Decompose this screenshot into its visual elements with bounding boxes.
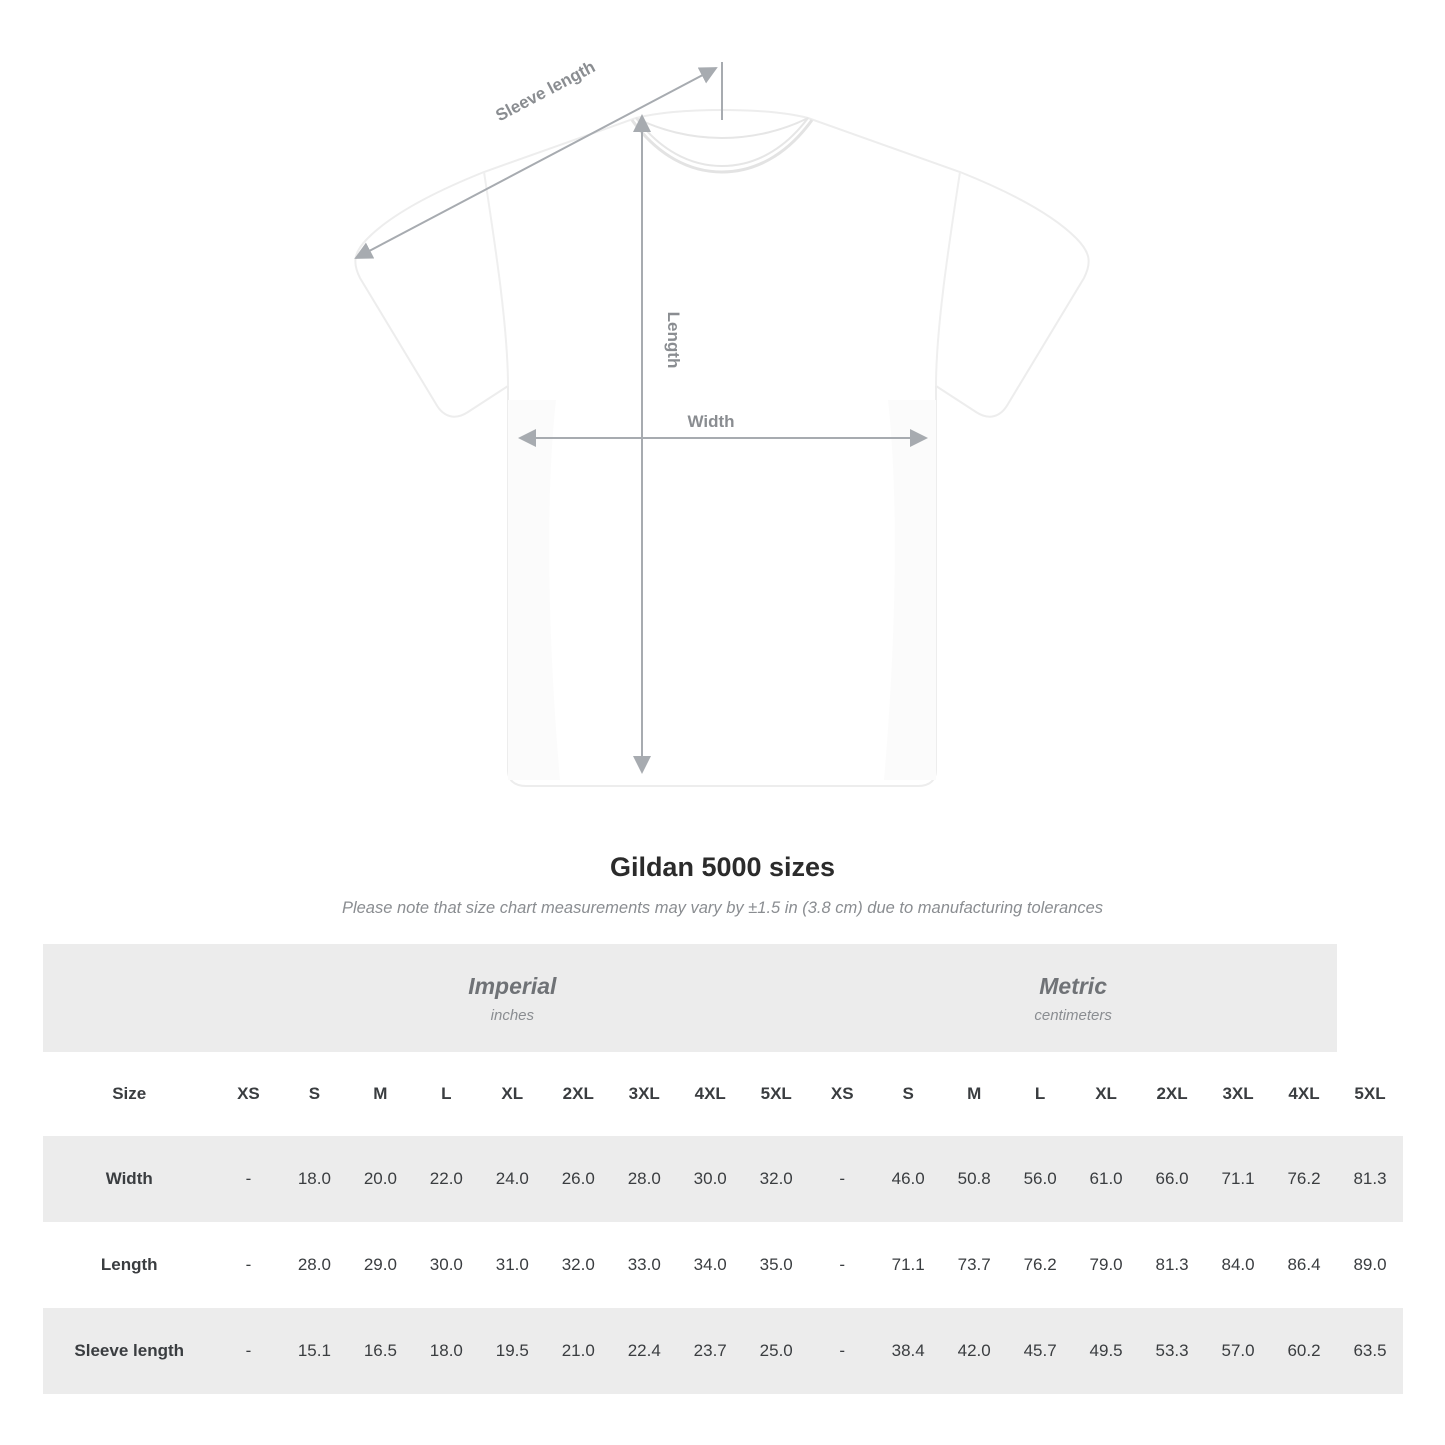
header-col-l-met: L [1007,1052,1073,1136]
row-label-sleeve-length: Sleeve length [43,1308,215,1394]
cell-sleeve-imp-2xl: 21.0 [545,1308,611,1394]
header-col-3xl-met: 3XL [1205,1052,1271,1136]
unit-spacer [43,944,215,1052]
size-table-container [43,944,1403,1394]
cell-sleeve-imp-5xl: 25.0 [743,1308,809,1394]
cell-length-imp-s: 28.0 [281,1222,347,1308]
header-col-xl-met: XL [1073,1052,1139,1136]
cell-width-imp-3xl: 28.0 [611,1136,677,1222]
header-col-l-imp: L [413,1052,479,1136]
cell-width-imp-5xl: 32.0 [743,1136,809,1222]
cell-length-met-s: 71.1 [875,1222,941,1308]
header-col-5xl-met: 5XL [1337,1052,1403,1136]
table-row [43,1136,1403,1222]
cell-sleeve-met-l: 45.7 [1007,1308,1073,1394]
cell-width-met-l: 56.0 [1007,1136,1073,1222]
cell-width-met-3xl: 71.1 [1205,1136,1271,1222]
cell-length-met-2xl: 81.3 [1139,1222,1205,1308]
header-size: Size [43,1052,215,1136]
header-col-2xl-met: 2XL [1139,1052,1205,1136]
header-col-xs-met: XS [809,1052,875,1136]
cell-length-imp-l: 30.0 [413,1222,479,1308]
cell-width-imp-4xl: 30.0 [677,1136,743,1222]
header-col-4xl-met: 4XL [1271,1052,1337,1136]
cell-length-met-m: 73.7 [941,1222,1007,1308]
unit-header-row [43,944,1403,1052]
cell-sleeve-imp-xl: 19.5 [479,1308,545,1394]
tshirt-shape [355,110,1088,786]
size-header-row [43,1052,1403,1136]
cell-sleeve-met-2xl: 53.3 [1139,1308,1205,1394]
cell-sleeve-met-5xl: 63.5 [1337,1308,1403,1394]
row-label-width: Width [43,1136,215,1222]
cell-sleeve-met-m: 42.0 [941,1308,1007,1394]
size-table [43,944,1403,1394]
unit-metric-name: Metric [1039,973,1107,1000]
cell-length-imp-m: 29.0 [347,1222,413,1308]
cell-length-met-l: 76.2 [1007,1222,1073,1308]
cell-width-imp-l: 22.0 [413,1136,479,1222]
unit-imperial [215,944,809,1052]
cell-sleeve-met-s: 38.4 [875,1308,941,1394]
cell-length-imp-3xl: 33.0 [611,1222,677,1308]
header-col-2xl-imp: 2XL [545,1052,611,1136]
header-col-m-imp: M [347,1052,413,1136]
cell-width-met-s: 46.0 [875,1136,941,1222]
measurement-note: Please note that size chart measurements may vary by ±1.5 in (3.8 cm) due to manufacturing tolerances [341,899,1104,917]
page-title: Gildan 5000 sizes [609,852,836,882]
header-col-xs-imp: XS [215,1052,281,1136]
cell-length-met-4xl: 86.4 [1271,1222,1337,1308]
header-col-s-met: S [875,1052,941,1136]
unit-metric [809,944,1337,1052]
cell-width-met-2xl: 66.0 [1139,1136,1205,1222]
cell-sleeve-imp-4xl: 23.7 [677,1308,743,1394]
cell-sleeve-imp-3xl: 22.4 [611,1308,677,1394]
cell-length-imp-xl: 31.0 [479,1222,545,1308]
cell-sleeve-met-xs: - [809,1308,875,1394]
cell-width-imp-s: 18.0 [281,1136,347,1222]
cell-sleeve-imp-s: 15.1 [281,1308,347,1394]
sleeve-length-label: Sleeve length [492,57,599,126]
cell-width-imp-xs: - [215,1136,281,1222]
header-col-xl-imp: XL [479,1052,545,1136]
cell-sleeve-imp-xs: - [215,1308,281,1394]
header-col-s-imp: S [281,1052,347,1136]
cell-width-imp-m: 20.0 [347,1136,413,1222]
cell-width-met-xl: 61.0 [1073,1136,1139,1222]
cell-length-met-xs: - [809,1222,875,1308]
cell-length-met-5xl: 89.0 [1337,1222,1403,1308]
cell-length-met-xl: 79.0 [1073,1222,1139,1308]
cell-sleeve-met-xl: 49.5 [1073,1308,1139,1394]
row-label-length: Length [43,1222,215,1308]
cell-width-imp-xl: 24.0 [479,1136,545,1222]
unit-metric-sub: centimeters [1034,1006,1112,1024]
cell-sleeve-met-3xl: 57.0 [1205,1308,1271,1394]
table-row [43,1222,1403,1308]
cell-length-met-3xl: 84.0 [1205,1222,1271,1308]
cell-length-imp-4xl: 34.0 [677,1222,743,1308]
cell-width-imp-2xl: 26.0 [545,1136,611,1222]
cell-width-met-m: 50.8 [941,1136,1007,1222]
cell-sleeve-imp-m: 16.5 [347,1308,413,1394]
width-label: Width [687,412,735,431]
header-col-4xl-imp: 4XL [677,1052,743,1136]
unit-imperial-name: Imperial [468,973,557,1000]
table-row [43,1308,1403,1394]
cell-width-met-5xl: 81.3 [1337,1136,1403,1222]
length-label: Length [664,311,683,369]
cell-width-met-xs: - [809,1136,875,1222]
cell-length-imp-xs: - [215,1222,281,1308]
header-col-3xl-imp: 3XL [611,1052,677,1136]
cell-width-met-4xl: 76.2 [1271,1136,1337,1222]
cell-length-imp-5xl: 35.0 [743,1222,809,1308]
unit-imperial-sub: inches [490,1006,535,1024]
cell-sleeve-met-4xl: 60.2 [1271,1308,1337,1394]
cell-length-imp-2xl: 32.0 [545,1222,611,1308]
header-col-m-met: M [941,1052,1007,1136]
header-col-5xl-imp: 5XL [743,1052,809,1136]
cell-sleeve-imp-l: 18.0 [413,1308,479,1394]
